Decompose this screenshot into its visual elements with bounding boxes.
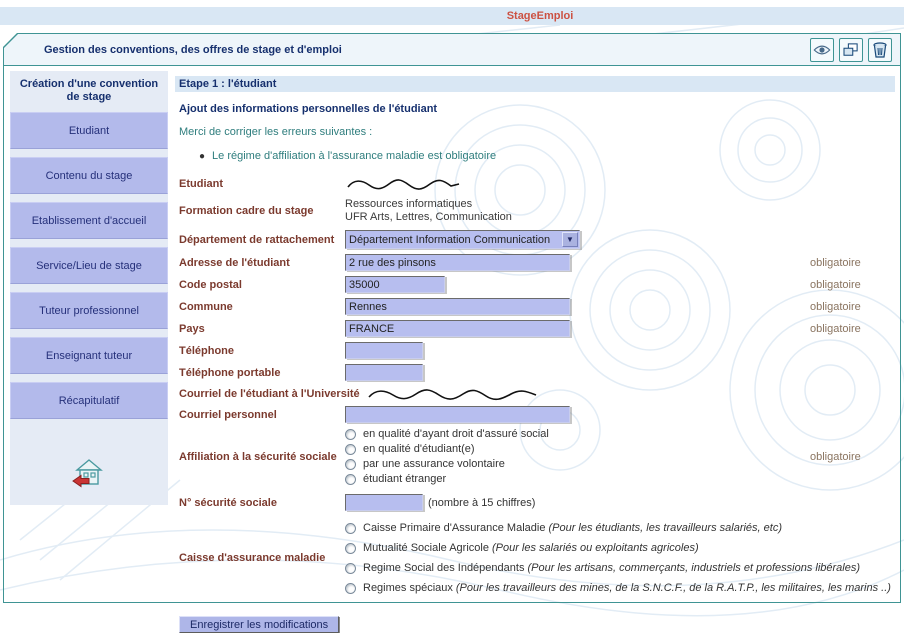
affiliation-option-1 <box>345 443 549 455</box>
error-item <box>199 150 895 162</box>
main-window <box>3 33 901 631</box>
affiliation-option-3 <box>345 473 549 485</box>
caisse-option-1 <box>345 542 891 554</box>
app-title-bar <box>0 7 904 25</box>
chevron-down-icon[interactable]: ▼ <box>562 232 578 247</box>
sidebar-item-contenu-du-stage[interactable]: Contenu du stage <box>10 157 168 194</box>
required-badge: obligatoire <box>810 322 861 335</box>
required-badge: obligatoire <box>810 278 861 291</box>
field-row-affiliation <box>175 428 895 485</box>
radio-button-icon[interactable] <box>345 459 356 470</box>
sidebar-header: Création d'une convention de stage <box>19 78 159 103</box>
radio-button-icon[interactable] <box>345 474 356 485</box>
telephone-portable-label: Téléphone portable <box>179 366 281 379</box>
code-postal-label: Code postal <box>179 278 242 291</box>
field-row-pays <box>175 320 895 337</box>
print-button[interactable] <box>839 38 863 62</box>
redacted-name-scribble <box>345 177 463 191</box>
formation-value <box>345 198 512 224</box>
form-area <box>175 76 895 631</box>
field-row-telephone-portable <box>175 364 895 381</box>
field-row-num-secu <box>175 494 895 511</box>
courriel-personnel-label: Courriel personnel <box>179 408 277 421</box>
code-postal-input[interactable] <box>345 276 445 293</box>
num-secu-input[interactable] <box>345 494 423 511</box>
field-row-caisse <box>175 522 895 594</box>
etudiant-label: Etudiant <box>179 178 223 190</box>
caisse-option-3 <box>345 582 891 594</box>
radio-button-icon[interactable] <box>345 543 356 554</box>
caisse-label: Caisse d'assurance maladie <box>179 552 326 564</box>
view-button[interactable] <box>810 38 834 62</box>
caisse-option-detail: (Pour les salariés ou exploitants agricoles) <box>491 542 699 554</box>
affiliation-option-label: étudiant étranger <box>363 473 447 485</box>
corner-cut-decoration <box>3 33 18 48</box>
num-secu-label: N° sécurité sociale <box>179 496 277 509</box>
section-title: Ajout des informations personnelles de l'étudiant <box>179 103 438 115</box>
caisse-option-label: Caisse Primaire d'Assurance Maladie <box>363 522 546 534</box>
departement-label: Département de rattachement <box>179 233 335 246</box>
eye-icon <box>813 44 831 56</box>
toolbar <box>4 34 900 66</box>
affiliation-option-0 <box>345 428 549 440</box>
app-title: StageEmploi <box>506 10 574 22</box>
affiliation-option-label: par une assurance volontaire <box>363 458 505 470</box>
toolbar-title: Gestion des conventions, des offres de stage et d'emploi <box>44 43 342 56</box>
field-row-telephone <box>175 342 895 359</box>
caisse-option-2 <box>345 562 891 574</box>
affiliation-radio-group <box>345 428 549 485</box>
content-region <box>4 66 900 631</box>
radio-button-icon[interactable] <box>345 523 356 534</box>
sidebar-item-etablissement-accueil[interactable]: Etablissement d'accueil <box>10 202 168 239</box>
trash-icon <box>873 42 887 58</box>
home-back-button[interactable] <box>10 457 168 494</box>
pays-input[interactable] <box>345 320 570 337</box>
formation-label: Formation cadre du stage <box>179 205 314 217</box>
num-secu-hint: (nombre à 15 chiffres) <box>428 496 536 509</box>
field-row-adresse <box>175 254 895 271</box>
telephone-portable-input[interactable] <box>345 364 423 381</box>
formation-line2: UFR Arts, Lettres, Communication <box>345 211 512 223</box>
formation-line1: Ressources informatiques <box>345 198 473 210</box>
departement-select[interactable] <box>345 230 580 249</box>
save-changes-button[interactable]: Enregistrer les modifications <box>179 616 339 633</box>
bullet-icon: ● <box>199 151 206 162</box>
telephone-label: Téléphone <box>179 344 235 357</box>
commune-label: Commune <box>179 300 233 313</box>
affiliation-option-label: en qualité d'ayant droit d'assuré social <box>363 428 549 440</box>
caisse-option-detail: (Pour les travailleurs des mines, de la S.N.C.F., de la R.A.T.P., les militaires, les marins ..) <box>455 582 891 594</box>
caisse-option-label: Regime Social des Indépendants <box>363 562 525 574</box>
field-row-code-postal <box>175 276 895 293</box>
sidebar-item-recapitulatif[interactable]: Récapitulatif <box>10 382 168 419</box>
caisse-radio-group <box>345 522 891 594</box>
caisse-option-detail: (Pour les étudiants, les travailleurs salariés, etc) <box>548 522 782 534</box>
affiliation-option-label: en qualité d'étudiant(e) <box>363 443 475 455</box>
sidebar-item-tuteur-professionnel[interactable]: Tuteur professionnel <box>10 292 168 329</box>
required-badge: obligatoire <box>810 256 861 269</box>
departement-selected-value: Département Information Communication <box>349 233 551 246</box>
radio-button-icon[interactable] <box>345 583 356 594</box>
field-row-etudiant <box>175 175 895 193</box>
step-title-bar: Etape 1 : l'étudiant <box>175 76 895 92</box>
print-icon <box>843 43 859 57</box>
required-badge: obligatoire <box>810 450 861 463</box>
error-text: Le régime d'affiliation à l'assurance maladie est obligatoire <box>212 150 497 162</box>
adresse-input[interactable] <box>345 254 570 271</box>
sidebar-item-etudiant[interactable]: Etudiant <box>10 112 168 149</box>
radio-button-icon[interactable] <box>345 444 356 455</box>
field-row-commune <box>175 298 895 315</box>
sidebar <box>10 71 168 505</box>
field-row-formation <box>175 198 895 224</box>
affiliation-option-2 <box>345 458 549 470</box>
sidebar-item-service-lieu-de-stage[interactable]: Service/Lieu de stage <box>10 247 168 284</box>
caisse-option-label: Mutualité Sociale Agricole <box>363 542 489 554</box>
radio-button-icon[interactable] <box>345 429 356 440</box>
caisse-option-0 <box>345 522 891 534</box>
commune-input[interactable] <box>345 298 570 315</box>
pays-label: Pays <box>179 322 205 335</box>
radio-button-icon[interactable] <box>345 563 356 574</box>
caisse-option-label: Regimes spéciaux <box>363 582 453 594</box>
telephone-input[interactable] <box>345 342 423 359</box>
field-row-courriel-universite <box>175 386 895 402</box>
adresse-label: Adresse de l'étudiant <box>179 256 290 269</box>
field-row-departement <box>175 230 895 249</box>
error-intro: Merci de corriger les erreurs suivantes : <box>179 126 373 138</box>
home-back-icon <box>72 457 106 491</box>
field-row-courriel-personnel <box>175 406 895 423</box>
affiliation-label: Affiliation à la sécurité sociale <box>179 450 337 463</box>
delete-button[interactable] <box>868 38 892 62</box>
required-badge: obligatoire <box>810 300 861 313</box>
courriel-personnel-input[interactable] <box>345 406 570 423</box>
redacted-email-scribble <box>366 387 541 401</box>
sidebar-item-enseignant-tuteur[interactable]: Enseignant tuteur <box>10 337 168 374</box>
toolbar-icon-group <box>810 38 892 62</box>
caisse-option-detail: (Pour les artisans, commerçants, industriels et professions libérales) <box>527 562 861 574</box>
courriel-universite-label: Courriel de l'étudiant à l'Université <box>179 388 360 400</box>
